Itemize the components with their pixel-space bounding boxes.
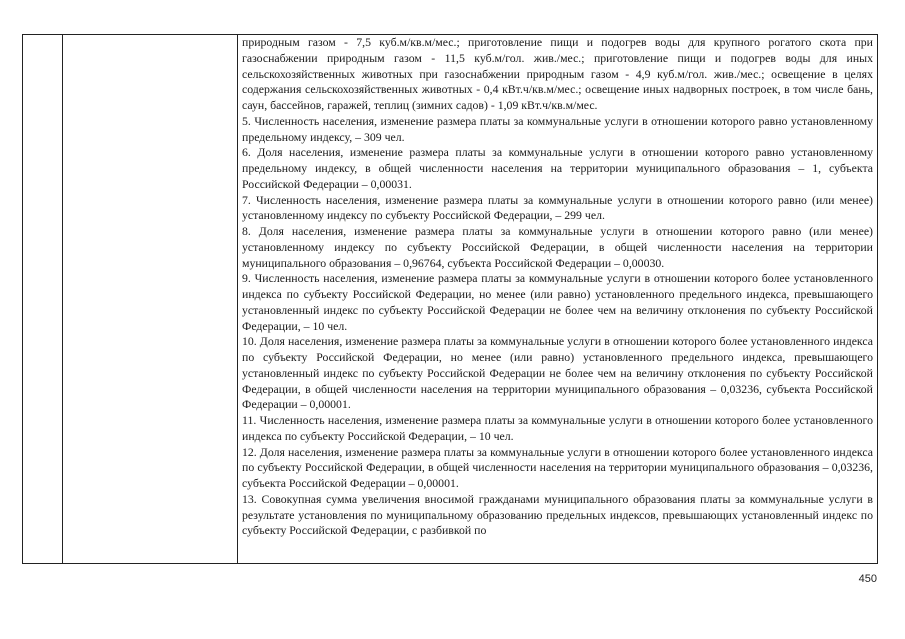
table-column-number [23, 35, 63, 563]
table-column-content [239, 35, 877, 563]
paragraph-continuation: природным газом - 7,5 куб.м/кв.м/мес.; приготовление пищи и подогрев воды для крупного рогатого скота при газоснабжении природным газом - 11,5 куб.м/гол. жив./мес.; приготовление пищи и подогрев воды для иных сельскохозяйственных животных при газоснабжении природным газом - 4,9 куб.м/гол. жив./мес.; освещение в целях содержания сельскохозяйственных животных - 0,4 кВт.ч/кв.м/мес.; освещение иных надворных построек, в том числе бань, саун, бассейнов, гаражей, теплиц (зимних садов) - 1,09 кВт.ч/кв.м/мес. [242, 35, 873, 112]
paragraph-item-12: 12. Доля населения, изменение размера платы за коммунальные услуги в отношении которого более установленного индекса по субъекту Российской Федерации, в общей численности населения на территории муниципального образования – 0,03236, субъекта Российской Федерации – 0,00001. [242, 444, 873, 490]
document-table [22, 34, 878, 564]
paragraph-item-8: 8. Доля населения, изменение размера платы за коммунальные услуги в отношении которого равно (или менее) установленному индексу по субъекту Российской Федерации, в общей численности населения на территории муниципального образования – 0,96764, субъекта Российской Федерации – 0,00030. [242, 224, 873, 270]
paragraph-item-6: 6. Доля населения, изменение размера платы за коммунальные услуги в отношении которого равно установленному предельному индексу, в общей численности населения на территории муниципального образования – 1, субъекта Российской Федерации – 0,00031. [242, 145, 873, 191]
paragraph-item-10: 10. Доля населения, изменение размера платы за коммунальные услуги в отношении которого более установленного индекса по субъекту Российской Федерации, но менее (или равно) установленного предельного индекса, превышающего установленный индекс по субъекту Российской Федерации не более чем на величину отклонения по субъекту Российской Федерации, в общей численности населения на территории муниципального образования – 0,03236, субъекта Российской Федерации – 0,00001. [242, 334, 873, 412]
table-column-name [63, 35, 238, 563]
page-number: 450 [858, 573, 877, 585]
paragraph-item-13: 13. Совокупная сумма увеличения вносимой гражданами муниципального образования платы за коммунальные услуги в результате установления по муниципальному образованию предельных индексов, превышающих установленный индекс по субъекту Российской Федерации, с разбивкой по [242, 491, 873, 538]
paragraph-item-5: 5. Численность населения, изменение размера платы за коммунальные услуги в отношении которого равно установленному предельному индексу, – 309 чел. [242, 113, 873, 144]
paragraph-item-9: 9. Численность населения, изменение размера платы за коммунальные услуги в отношении которого более установленного индекса по субъекту Российской Федерации, но менее (или равно) установленного предельного индекса, превышающего установленный индекс по субъекту Российской Федерации не более чем на величину отклонения по субъекту Российской Федерации, – 10 чел. [242, 271, 873, 333]
paragraph-item-11: 11. Численность населения, изменение размера платы за коммунальные услуги в отношении которого более установленного индекса по субъекту Российской Федерации, – 10 чел. [242, 413, 873, 443]
paragraph-item-7: 7. Численность населения, изменение размера платы за коммунальные услуги в отношении которого равно (или менее) установленному индексу по субъекту Российской Федерации, – 299 чел. [242, 192, 873, 223]
